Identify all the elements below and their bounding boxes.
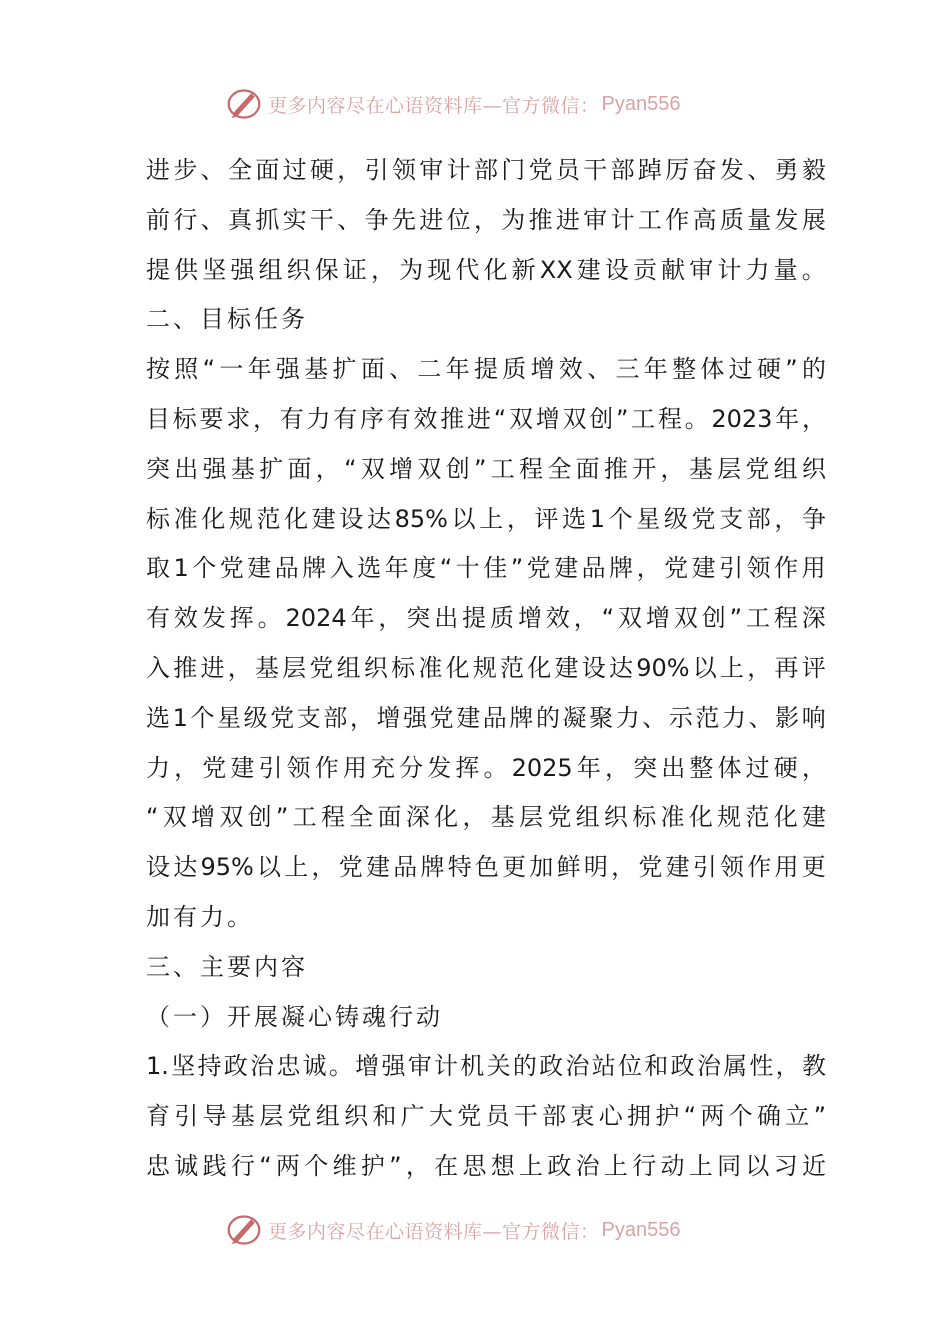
- pen-logo-icon: [226, 1212, 262, 1248]
- text-line: 突 出 强 基 扩 面 ， “ 双 增 双 创 ” 工 程 全 面 推 开 ， 基 层 党 组 织: [146, 454, 826, 483]
- text-line: 1. 坚 持 政 治 忠 诚 。 增 强 审 计 机 关 的 政 治 站 位 和 政 治 属 性 ， 教: [146, 1052, 826, 1081]
- watermark-wechat-id: Pyan556: [601, 1218, 681, 1241]
- text-line: 忠 诚 践 行 “ 两 个 维 护 ” ， 在 思 想 上 政 治 上 行 动 上 同 以 习 近: [146, 1151, 826, 1180]
- text-line: 育 引 导 基 层 党 组 织 和 广 大 党 员 干 部 衷 心 拥 护 “ 两 个 确 立 ”: [146, 1102, 826, 1131]
- text-line: 标 准 化 规 范 化 建 设 达 85% 以 上 ， 评 选 1 个 星 级 党 支 部 ， 争: [146, 504, 826, 533]
- section-heading: 二、目标任务: [146, 305, 308, 334]
- text-line: 按 照 “ 一 年 强 基 扩 面 、 二 年 提 质 增 效 、 三 年 整 体 过 硬 ” 的: [146, 355, 826, 384]
- section-heading: 三、主要内容: [146, 952, 308, 981]
- watermark-text: 更多内容尽在心语资料库—官方微信：: [268, 1220, 600, 1243]
- watermark-wechat-id: Pyan556: [601, 92, 681, 115]
- text-line: “ 双 增 双 创 ” 工 程 全 面 深 化 ， 基 层 党 组 织 标 准 化 规 范 化 建: [146, 803, 826, 832]
- text-line: 选 1 个 星 级 党 支 部 ， 增 强 党 建 品 牌 的 凝 聚 力 、 示 范 力 、 影 响: [146, 703, 826, 732]
- subsection-heading: （一）开展凝心铸魂行动: [146, 1002, 443, 1031]
- watermark-text: 更多内容尽在心语资料库—官方微信：: [268, 94, 600, 117]
- watermark-header: [226, 84, 680, 124]
- text-line: 有 效 发 挥 。 2024 年 ， 突 出 提 质 增 效 ， “ 双 增 双 创 ” 工 程 深: [146, 604, 826, 633]
- text-line: 力 ， 党 建 引 领 作 用 充 分 发 挥 。 2025 年 ， 突 出 整 体 过 硬 ，: [146, 753, 826, 782]
- text-line: 设 达 95% 以 上 ， 党 建 品 牌 特 色 更 加 鲜 明 ， 党 建 引 领 作 用 更: [146, 853, 826, 882]
- document-body: [146, 146, 826, 1192]
- text-line: 提 供 坚 强 组 织 保 证 ， 为 现 代 化 新 XX 建 设 贡 献 审 计 力 量 。: [146, 255, 826, 284]
- text-line: 目 标 要 求 ， 有 力 有 序 有 效 推 进 “ 双 增 双 创 ” 工 程 。 2023 年 ，: [146, 404, 826, 433]
- text-line: 进 步 、 全 面 过 硬 ， 引 领 审 计 部 门 党 员 干 部 踔 厉 奋 发 、 勇 毅: [146, 156, 826, 184]
- text-line: 前 行 、 真 抓 实 干 、 争 先 进 位 ， 为 推 进 审 计 工 作 高 质 量 发 展: [146, 205, 826, 234]
- text-line: 入 推 进 ， 基 层 党 组 织 标 准 化 规 范 化 建 设 达 90% 以 上 ， 再 评: [146, 653, 826, 682]
- watermark-footer: [226, 1210, 680, 1250]
- pen-logo-icon: [226, 86, 262, 122]
- text-line: 取 1 个 党 建 品 牌 入 选 年 度 “ 十 佳 ” 党 建 品 牌 ， 党 建 引 领 作 用: [146, 554, 826, 583]
- text-line: 加有力。: [146, 902, 254, 931]
